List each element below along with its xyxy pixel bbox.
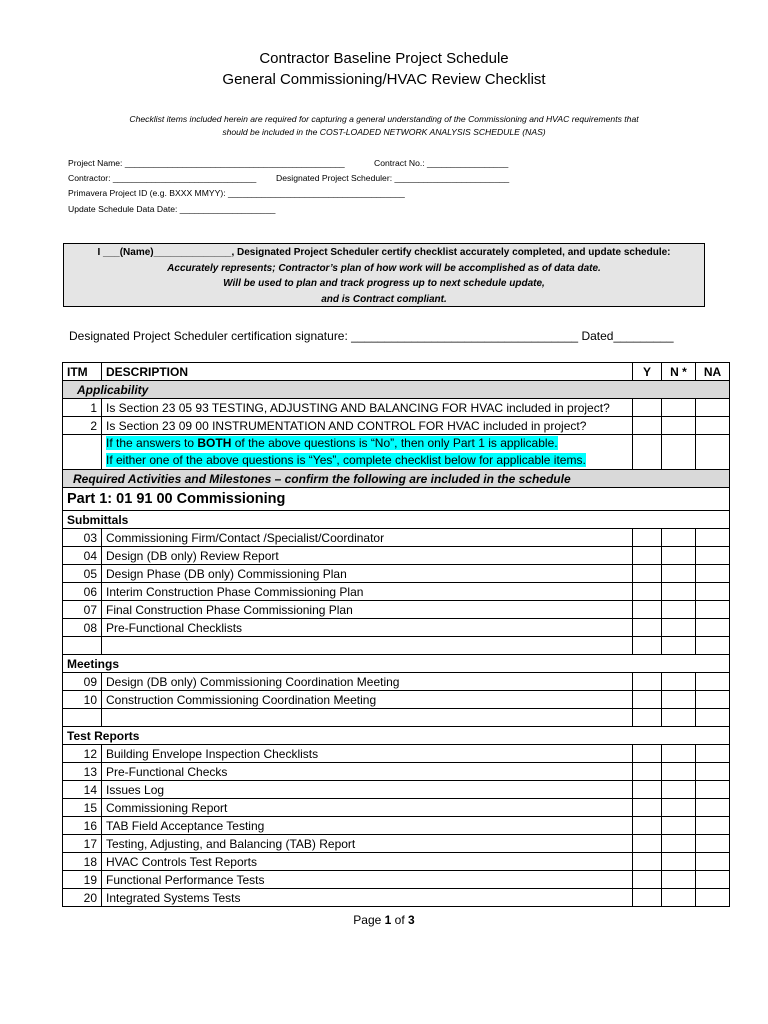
item-description: Final Construction Phase Commissioning Plan [102,601,633,619]
table-row [63,763,730,781]
table-row [63,799,730,817]
check-na[interactable] [696,781,730,799]
header-itm: ITM [63,363,102,381]
meetings-heading: Meetings [63,655,730,673]
check-na[interactable] [696,417,730,435]
check-y[interactable] [633,745,662,763]
of-label: of [394,913,405,927]
table-row [63,399,730,417]
check-na[interactable] [696,745,730,763]
table-row [63,781,730,799]
table-row [63,547,730,565]
certification-box [63,243,705,307]
check-y[interactable] [633,835,662,853]
cert-line-3: Will be used to plan and track progress up to next schedule update, [223,278,545,289]
check-n[interactable] [662,835,696,853]
table-row [63,565,730,583]
check-n[interactable] [662,673,696,691]
table-row [63,583,730,601]
check-y[interactable] [633,853,662,871]
cert-line-4: and is Contract compliant. [321,293,447,305]
signature-label: Designated Project Scheduler certification signature: [69,329,348,343]
item-description: Construction Commissioning Coordination Meeting [102,691,633,709]
page-number: 1 [384,913,392,927]
check-y[interactable] [633,619,662,637]
check-na[interactable] [696,709,730,727]
check-na[interactable] [696,799,730,817]
check-y[interactable] [633,417,662,435]
item-description: Functional Performance Tests [102,871,633,889]
primavera-id-field[interactable]: Primavera Project ID (e.g. BXXX MMYY): _____________________________________ [68,188,405,198]
check-na[interactable] [696,565,730,583]
check-y[interactable] [633,547,662,565]
table-row [63,745,730,763]
table-row [63,691,730,709]
intro-line-1: Checklist items included herein are required for capturing a general understanding of the Commissioning and HVAC requirements that [129,114,639,124]
check-n[interactable] [662,565,696,583]
check-na[interactable] [696,435,730,470]
check-n[interactable] [662,709,696,727]
test-reports-heading: Test Reports [63,727,730,745]
item-number: 08 [63,619,102,637]
item-description: HVAC Controls Test Reports [102,853,633,871]
header-n: N * [662,363,696,381]
item-description: Commissioning Firm/Contact /Specialist/Coordinator [102,529,633,547]
item-description: Pre-Functional Checks [102,763,633,781]
update-date-field[interactable]: Update Schedule Data Date: ____________________ [68,204,276,214]
item-number: 03 [63,529,102,547]
check-n[interactable] [662,781,696,799]
part1-heading: Part 1: 01 91 00 Commissioning [63,488,730,511]
item-description: Design (DB only) Review Report [102,547,633,565]
note-cell [102,435,633,470]
header-y: Y [633,363,662,381]
check-y[interactable] [633,583,662,601]
note-line-1: If the answers to BOTH of the above questions is “No”, then only Part 1 is applicable. [106,436,558,450]
check-y[interactable] [633,871,662,889]
table-row [63,619,730,637]
checklist-table [62,362,730,907]
check-na[interactable] [696,889,730,907]
blank-cell [102,709,633,727]
required-row [63,470,730,488]
meetings-row [63,655,730,673]
check-na[interactable] [696,601,730,619]
check-n[interactable] [662,799,696,817]
check-na[interactable] [696,547,730,565]
item-description: Testing, Adjusting, and Balancing (TAB) Report [102,835,633,853]
item-description: Is Section 23 09 00 INSTRUMENTATION AND CONTROL FOR HVAC included in project? [102,417,633,435]
item-number: 12 [63,745,102,763]
check-y[interactable] [633,691,662,709]
check-n[interactable] [662,619,696,637]
check-na[interactable] [696,399,730,417]
item-description: Is Section 23 05 93 TESTING, ADJUSTING AND BALANCING FOR HVAC included in project? [102,399,633,417]
check-na[interactable] [696,835,730,853]
note-num-cell [63,435,102,470]
check-na[interactable] [696,853,730,871]
applicability-row [63,381,730,399]
table-row [63,889,730,907]
item-number: 17 [63,835,102,853]
item-number: 1 [63,399,102,417]
check-y[interactable] [633,781,662,799]
check-n[interactable] [662,817,696,835]
blank-cell [63,637,102,655]
blank-cell [63,709,102,727]
check-y[interactable] [633,673,662,691]
dated-field[interactable]: Dated_________ [581,329,674,343]
check-y[interactable] [633,399,662,417]
intro-line-2: should be included in the COST-LOADED NETWORK ANALYSIS SCHEDULE (NAS) [222,127,546,137]
check-n[interactable] [662,853,696,871]
page-label: Page [353,913,382,927]
check-y[interactable] [633,817,662,835]
check-na[interactable] [696,637,730,655]
table-row [63,529,730,547]
check-y[interactable] [633,709,662,727]
item-description: Interim Construction Phase Commissioning Plan [102,583,633,601]
table-row [63,871,730,889]
check-y[interactable] [633,763,662,781]
table-header-row [63,363,730,381]
blank-row [63,709,730,727]
note-line-2: If either one of the above questions is “Yes”, complete checklist below for applicable items. [106,453,586,467]
check-n[interactable] [662,583,696,601]
check-n[interactable] [662,529,696,547]
item-description: Issues Log [102,781,633,799]
cert-line-2: Accurately represents; Contractor’s plan of how work will be accomplished as of data date. [167,262,601,274]
check-n[interactable] [662,601,696,619]
item-number: 14 [63,781,102,799]
check-n[interactable] [662,691,696,709]
item-description: TAB Field Acceptance Testing [102,817,633,835]
item-description: Design Phase (DB only) Commissioning Plan [102,565,633,583]
item-description: Building Envelope Inspection Checklists [102,745,633,763]
check-n[interactable] [662,435,696,470]
signature-row [69,329,674,343]
check-n[interactable] [662,417,696,435]
blank-row [63,637,730,655]
check-y[interactable] [633,529,662,547]
check-na[interactable] [696,583,730,601]
document-title: Contractor Baseline Project Schedule [259,50,509,67]
contractor-field[interactable]: Contractor: ______________________________ [68,173,257,183]
page-total: 3 [408,913,415,927]
check-n[interactable] [662,745,696,763]
check-n[interactable] [662,399,696,417]
check-na[interactable] [696,619,730,637]
intro-text [70,113,698,139]
check-n[interactable] [662,547,696,565]
required-heading: Required Activities and Milestones – confirm the following are included in the schedule [63,470,730,488]
check-na[interactable] [696,871,730,889]
item-number: 04 [63,547,102,565]
cert-line-1: I ___(Name)______________, Designated Project Scheduler certify checklist accurately completed, and update schedule: [97,247,671,258]
check-n[interactable] [662,889,696,907]
check-na[interactable] [696,691,730,709]
check-n[interactable] [662,637,696,655]
item-number: 09 [63,673,102,691]
table-row [63,817,730,835]
check-y[interactable] [633,637,662,655]
item-number: 19 [63,871,102,889]
item-number: 13 [63,763,102,781]
contract-no-field[interactable]: Contract No.: _________________ [374,158,509,168]
item-number: 10 [63,691,102,709]
check-y[interactable] [633,601,662,619]
part1-row [63,488,730,511]
item-number: 2 [63,417,102,435]
check-y[interactable] [633,435,662,470]
applicability-heading: Applicability [63,381,730,399]
check-y[interactable] [633,889,662,907]
table-row [63,853,730,871]
check-n[interactable] [662,763,696,781]
submittals-heading: Submittals [63,511,730,529]
item-number: 20 [63,889,102,907]
check-na[interactable] [696,673,730,691]
item-number: 07 [63,601,102,619]
table-row [63,601,730,619]
table-row [63,417,730,435]
blank-cell [102,637,633,655]
header-description: DESCRIPTION [102,363,633,381]
item-number: 15 [63,799,102,817]
check-n[interactable] [662,871,696,889]
item-description: Design (DB only) Commissioning Coordination Meeting [102,673,633,691]
header-na: NA [696,363,730,381]
note-row [63,435,730,470]
item-description: Commissioning Report [102,799,633,817]
scheduler-field[interactable]: Designated Project Scheduler: ________________________ [276,173,510,183]
item-number: 06 [63,583,102,601]
project-name-field[interactable]: Project Name: ______________________________________________ [68,158,345,168]
item-number: 05 [63,565,102,583]
check-na[interactable] [696,817,730,835]
check-y[interactable] [633,799,662,817]
document-subtitle: General Commissioning/HVAC Review Checklist [222,71,546,88]
table-row [63,673,730,691]
submittals-row [63,511,730,529]
check-y[interactable] [633,565,662,583]
check-na[interactable] [696,763,730,781]
item-number: 18 [63,853,102,871]
check-na[interactable] [696,529,730,547]
item-description: Pre-Functional Checklists [102,619,633,637]
item-description: Integrated Systems Tests [102,889,633,907]
signature-line[interactable]: __________________________________ [351,329,579,343]
table-row [63,835,730,853]
item-number: 16 [63,817,102,835]
test-reports-row [63,727,730,745]
page-footer [0,913,768,927]
